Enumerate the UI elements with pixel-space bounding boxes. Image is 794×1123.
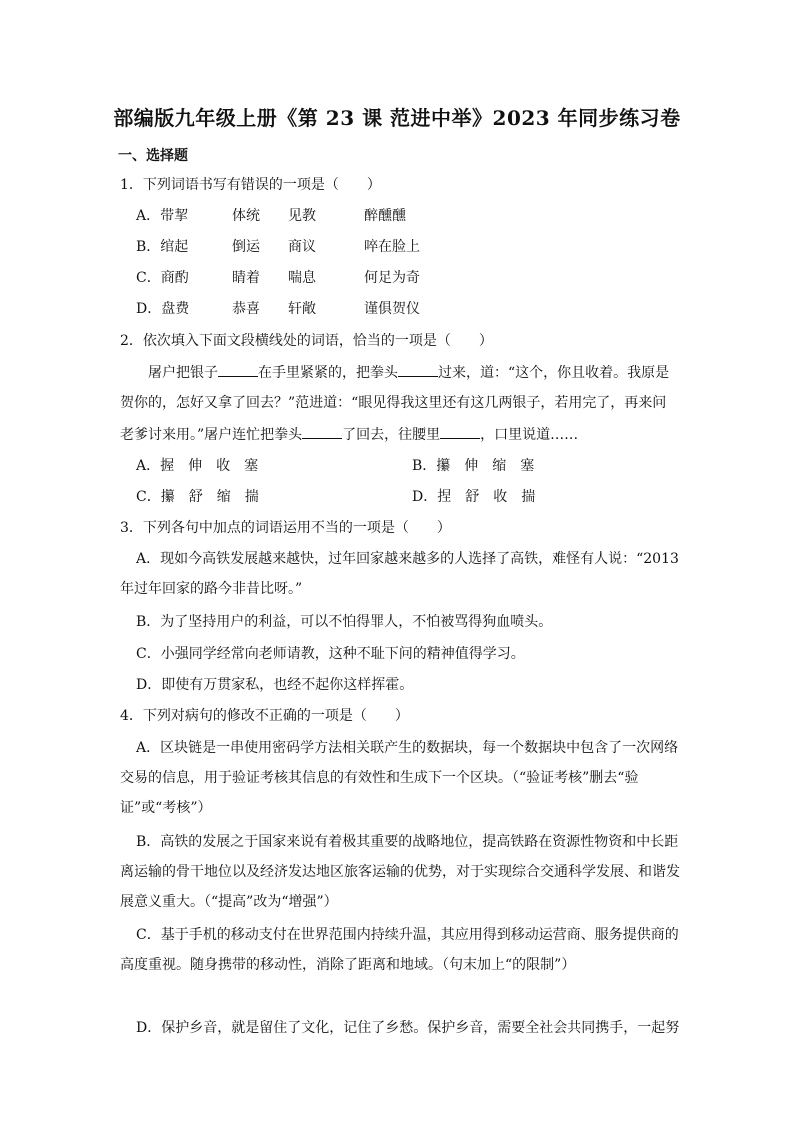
option-word: 喘息 [288, 270, 316, 286]
option-word: 倒运 [232, 239, 260, 255]
question-2-option-b[interactable]: B．攥 伸 缩 塞 [412, 458, 535, 474]
option-word: 谨俱贺仪 [364, 301, 420, 317]
question-2-passage-line-1: 屠户把银子 在手里紧紧的，把拳头 过来，道：“这个，你且收着。我原是 [148, 362, 669, 383]
question-2-stem: 2．依次填入下面文段横线处的词语，恰当的一项是（ ） [120, 333, 493, 349]
question-3-option-d[interactable]: D．即使有万贯家私，也经不起你这样挥霍。 [136, 677, 414, 693]
question-3-option-c[interactable]: C．小强同学经常向老师请教，这种不耻下问的精神值得学习。 [136, 646, 525, 662]
question-4-stem: 4．下列对病句的修改不正确的一项是（ ） [120, 708, 409, 724]
option-word: 轩敞 [288, 301, 316, 317]
option-word: 睛着 [232, 270, 260, 286]
question-2-passage-line-3: 老爹讨来用。”屠户连忙把拳头 了回去，往腰里 ，口里说道…… [120, 424, 578, 445]
option-word: 何足为奇 [364, 270, 420, 286]
fill-blank[interactable] [218, 362, 258, 377]
fill-blank[interactable] [302, 424, 342, 439]
question-2-passage-line-2: 贺你的，怎好又拿了回去？”范进道：“眼见得我这里还有这几两银子，若用完了，再来问 [120, 395, 667, 411]
option-word: 见教 [288, 208, 316, 224]
question-4-option-a[interactable]: A．区块链是一串使用密码学方法相关联产生的数据块，每一个数据块中包含了一次网络交易的信息，用于验证考核其信息的有效性和生成下一个区块。（“验证考核”删去“验证”或“考核”） [120, 740, 679, 816]
option-label: B．绾起 [136, 239, 189, 255]
option-word: 商议 [288, 239, 316, 255]
question-2-option-c[interactable]: C．攥 舒 缩 揣 [136, 489, 259, 505]
option-word: 体统 [232, 208, 260, 224]
question-4-option-b[interactable]: B．高铁的发展之于国家来说有着极其重要的战略地位，提高铁路在资源性物资和中长距离运输的骨干地位以及经济发达地区旅客运输的优势，对于实现综合交通科学发展、和谐发展意义重大。（“提高”改为“增强”） [120, 834, 680, 910]
option-label: C．商酌 [136, 270, 189, 286]
question-2-option-d[interactable]: D．捏 舒 收 揣 [412, 489, 536, 505]
section-heading: 一、选择题 [118, 148, 188, 164]
question-2-option-a[interactable]: A．握 伸 收 塞 [136, 458, 259, 474]
document-title: 部编版九年级上册《第 23 课 范进中举》2023 年同步练习卷 [113, 106, 681, 130]
option-label: D．盘费 [136, 301, 190, 317]
question-4-option-d[interactable]: D．保护乡音，就是留住了文化，记住了乡愁。保护乡音，需要全社会共同携手，一起努 [136, 1020, 680, 1036]
question-3-option-b[interactable]: B．为了坚持用户的利益，可以不怕得罪人，不怕被骂得狗血喷头。 [136, 614, 553, 630]
option-label: A．带挈 [136, 208, 189, 224]
option-word: 啐在脸上 [364, 239, 420, 255]
option-word: 恭喜 [232, 301, 260, 317]
question-3-stem: 3．下列各句中加点的词语运用不当的一项是（ ） [120, 520, 451, 536]
fill-blank[interactable] [398, 362, 438, 377]
fill-blank[interactable] [440, 424, 480, 439]
question-4-option-c[interactable]: C．基于手机的移动支付在世界范围内持续升温，其应用得到移动运营商、服务提供商的高度重视。随身携带的移动性，消除了距离和地域。（句末加上“的限制”） [120, 927, 679, 973]
question-1-stem: 1．下列词语书写有错误的一项是（ ） [120, 177, 381, 193]
option-word: 醉醺醺 [364, 208, 406, 224]
question-3-option-a[interactable]: A．现如今高铁发展越来越快，过年回家越来越多的人选择了高铁，难怪有人说：“2013年过年回家的路今非昔比呀。” [120, 551, 679, 597]
